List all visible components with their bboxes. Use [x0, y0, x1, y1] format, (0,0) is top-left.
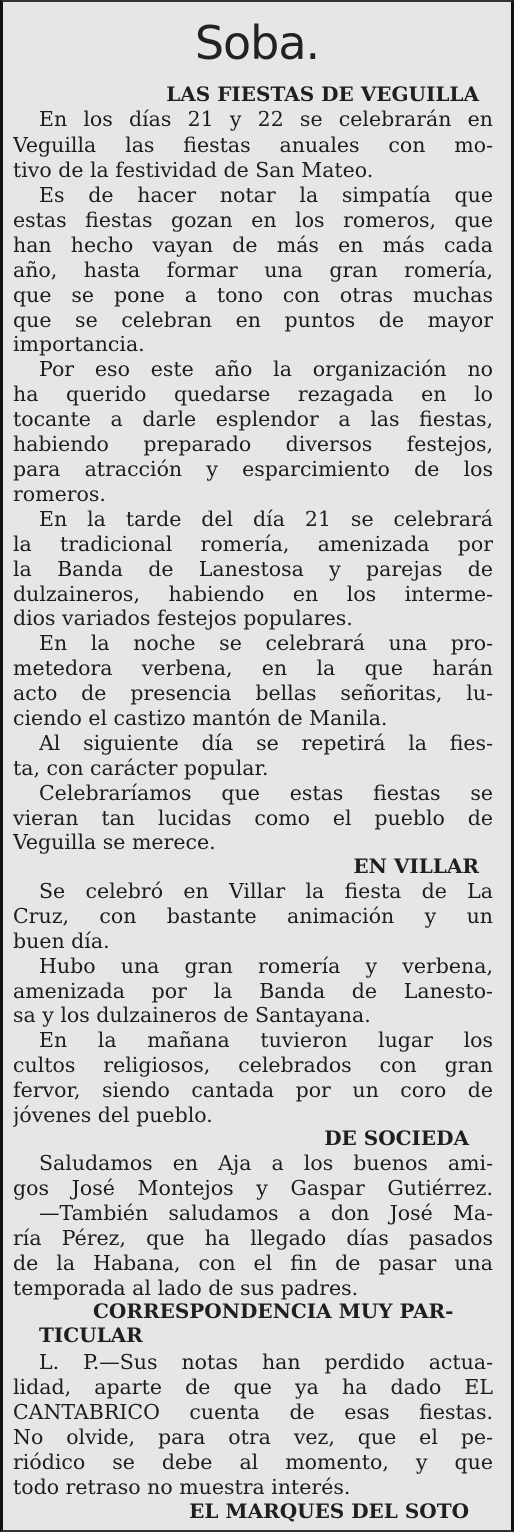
text-line: temporada al lado de sus padres. [13, 1276, 359, 1300]
text-line: Hubo una gran romería y verbena, [39, 954, 493, 978]
text-line: CANTABRICO cuenta de esas fiestas. [13, 1400, 493, 1424]
text-line: habiendo preparado diversos festejos, [13, 432, 493, 456]
text-line: Celebraríamos que estas fiestas se [39, 781, 493, 805]
text-line: romeros. [13, 482, 106, 506]
text-line: ha querido quedarse rezagada en lo [13, 382, 493, 406]
text-line: En la mañana tuvieron lugar los [39, 1028, 493, 1052]
column-title: Soba. [194, 16, 320, 70]
text-line: ría Pérez, que ha llegado días pasados [13, 1226, 493, 1250]
text-line: En la tarde del día 21 se celebrará [39, 507, 493, 531]
section-heading-villar: EN VILLAR [353, 854, 479, 878]
text-line: En la noche se celebrará una pro- [39, 631, 493, 655]
text-line: estas fiestas gozan en los romeros, que [13, 208, 493, 232]
text-line: vieran tan lucidas como el pueblo de [13, 806, 493, 830]
text-line: importancia. [13, 332, 145, 356]
text-line: fervor, siendo cantada por un coro de [13, 1078, 493, 1102]
text-line: Es de hacer notar la simpatía que [39, 183, 493, 207]
section-heading-correspondencia-cont: TICULAR [39, 1323, 143, 1347]
signature: EL MARQUES DEL SOTO [189, 1499, 469, 1523]
text-line: Por eso este año la organización no [39, 357, 493, 381]
text-line: para atracción y esparcimiento de los [13, 457, 493, 481]
text-line: Se celebró en Villar la fiesta de La [39, 879, 493, 903]
section-heading-veguilla: LAS FIESTAS DE VEGUILLA [166, 82, 479, 106]
text-line: metedora verbena, en la que harán [13, 656, 493, 680]
text-line: Al siguiente día se repetirá la fies- [39, 731, 493, 755]
text-line: Veguilla se merece. [13, 830, 216, 854]
text-line: tocante a darle esplendor a las fiestas, [13, 407, 493, 431]
text-line: la tradicional romería, amenizada por [13, 532, 493, 556]
text-line: ta, con carácter popular. [13, 756, 269, 780]
text-line: gos José Montejos y Gaspar Gutiérrez. [13, 1176, 493, 1200]
text-line: dulzaineros, habiendo en los interme- [13, 582, 493, 606]
text-line: jóvenes del pueblo. [13, 1103, 213, 1127]
text-line: han hecho vayan de más en más cada [13, 233, 493, 257]
text-line: acto de presencia bellas señoritas, lu- [13, 681, 493, 705]
text-line: L. P.—Sus notas han perdido actua- [39, 1350, 493, 1374]
text-line: dios variados festejos populares. [13, 606, 353, 630]
text-line: amenizada por la Banda de Lanesto- [13, 979, 493, 1003]
text-line: En los días 21 y 22 se celebrarán en [39, 107, 493, 131]
text-line: todo retraso no muestra interés. [13, 1475, 351, 1499]
text-line: ciendo el castizo mantón de Manila. [13, 706, 388, 730]
text-line: que se pone a tono con otras muchas [13, 283, 493, 307]
text-line: sa y los dulzaineros de Santayana. [13, 1003, 371, 1027]
text-line: No olvide, para otra vez, que el pe- [13, 1425, 493, 1449]
text-line: la Banda de Lanestosa y parejas de [13, 557, 493, 581]
text-line: Cruz, con bastante animación y un [13, 904, 493, 928]
text-line: Veguilla las fiestas anuales con mo- [13, 133, 493, 157]
section-heading-correspondencia: CORRESPONDENCIA MUY PAR- [93, 1299, 454, 1323]
text-line: que se celebran en puntos de mayor [13, 308, 493, 332]
text-line: año, hasta formar una gran romería, [13, 258, 493, 282]
section-heading-sociedad: DE SOCIEDA [324, 1126, 469, 1150]
text-line: de la Habana, con el fin de pasar una [13, 1251, 493, 1275]
text-line: buen día. [13, 929, 110, 953]
text-line: tivo de la festividad de San Mateo. [13, 158, 374, 182]
text-line: lidad, aparte de que ya ha dado EL [13, 1375, 493, 1399]
text-line: cultos religiosos, celebrados con gran [13, 1053, 493, 1077]
text-line: Saludamos en Aja a los buenos ami- [39, 1151, 493, 1175]
text-line: —También saludamos a don José Ma- [39, 1201, 493, 1225]
text-line: riódico se debe al momento, y que [13, 1450, 493, 1474]
